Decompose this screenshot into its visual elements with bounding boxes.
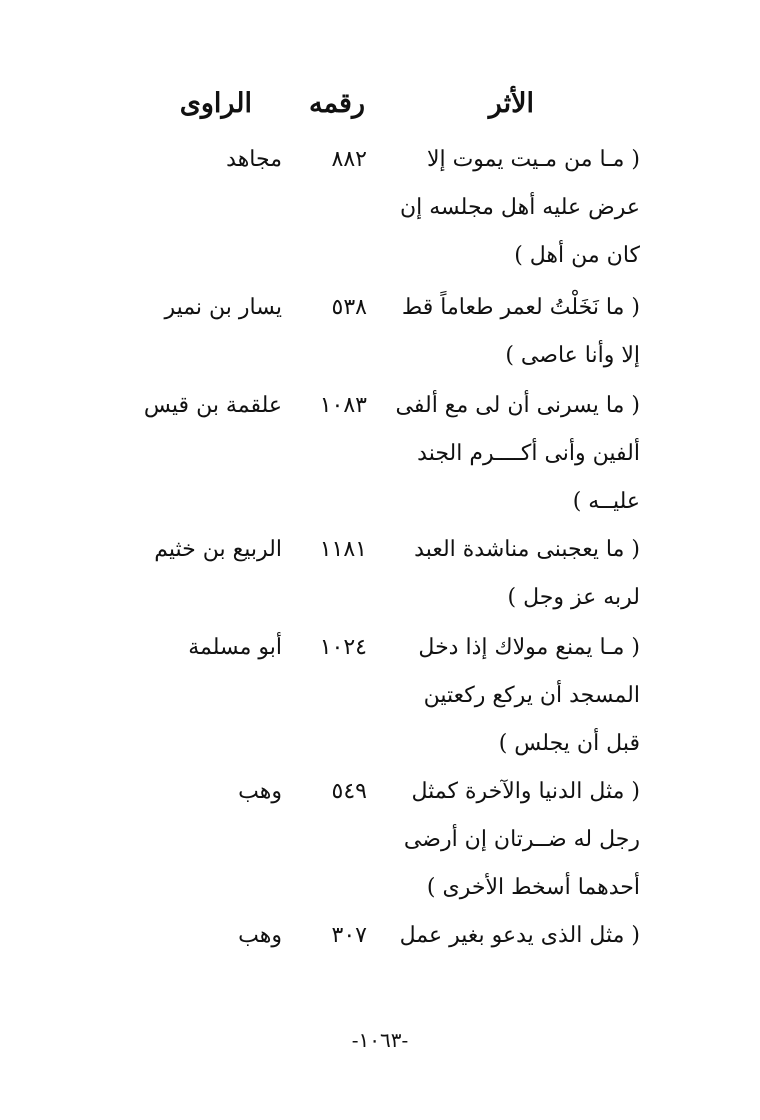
athar-line: ( مثل الذى يدعو بغير عمل (399, 923, 640, 948)
athar-line: أحدهما أسخط الأخرى ) (426, 875, 640, 900)
athar-text (380, 912, 640, 960)
athar-text (380, 526, 640, 622)
athar-line: إلا وأنا عاصى ) (505, 343, 640, 368)
athar-text (380, 624, 640, 768)
athar-line: المسجد أن يركع ركعتين (423, 683, 640, 708)
athar-line: ( ما نَخَلْتُ لعمر طعاماً قط (401, 295, 640, 320)
narrator-name: وهب (238, 779, 282, 804)
narrator-name: مجاهد (226, 147, 282, 172)
narrator-name: الربيع بن خثيم (154, 537, 282, 562)
athar-number: ١٠٨٣ (319, 393, 367, 418)
narrator-name: علقمة بن قيس (143, 393, 282, 418)
athar-number: ٥٤٩ (331, 779, 367, 804)
header-narrator: الراوى (179, 88, 252, 119)
narrator-name: يسار بن نمير (164, 295, 282, 320)
narrator-name: أبو مسلمة (188, 635, 282, 660)
athar-text (380, 284, 640, 380)
header-athar: الأثر (488, 88, 534, 119)
athar-line: ( مـا يمنع مولاك إذا دخل (418, 635, 640, 660)
athar-line: ( مثل الدنيا والآخرة كمثل (411, 779, 640, 804)
narrator-name: وهب (238, 923, 282, 948)
athar-text (380, 136, 640, 280)
athar-text (380, 768, 640, 912)
athar-number: ١١٨١ (319, 537, 367, 562)
athar-line: رجل له ضــرتان إن أرضى (403, 827, 640, 852)
athar-line: ( مـا من مـيت يموت إلا (426, 147, 640, 172)
table-header (0, 88, 760, 132)
athar-line: كان من أهل ) (514, 243, 640, 268)
athar-line: عرض عليه أهل مجلسه إن (399, 195, 640, 220)
athar-line: ألفين وأنى أكــــرم الجند (417, 441, 640, 466)
header-number: رقمه (308, 88, 365, 119)
athar-line: ( ما يسرنى أن لى مع ألفى (395, 393, 640, 418)
athar-text (380, 382, 640, 526)
athar-line: لربه عز وجل ) (507, 585, 640, 610)
athar-number: ٣٠٧ (331, 923, 367, 948)
athar-line: عليــه ) (572, 489, 640, 514)
page-number: -١٠٦٣- (351, 1028, 409, 1052)
athar-number: ١٠٢٤ (319, 635, 367, 660)
athar-line: ( ما يعجبنى مناشدة العبد (414, 537, 640, 562)
athar-number: ٨٨٢ (331, 147, 367, 172)
athar-line: قبل أن يجلس ) (498, 731, 640, 756)
athar-number: ٥٣٨ (331, 295, 367, 320)
